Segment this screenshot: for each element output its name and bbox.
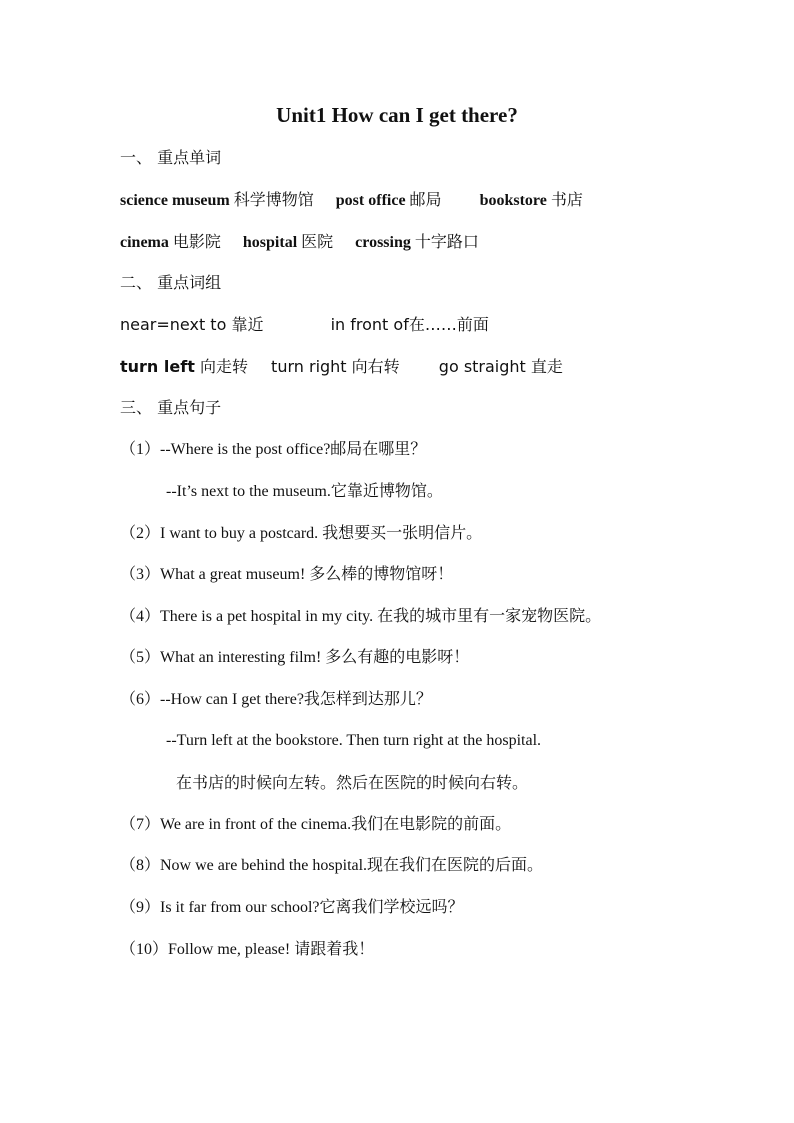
phrase-en: turn right	[271, 357, 347, 376]
sentence-line: （9）Is it far from our school?它离我们学校远吗？	[120, 899, 464, 916]
phrase-en: turn left	[120, 357, 195, 376]
sentence-line: （7）We are in front of the cinema.我们在电影院的前面。	[120, 816, 512, 833]
vocab-en: post office	[335, 192, 406, 209]
section-heading-sentences: 三、 重点句子	[120, 398, 222, 417]
phrase-en: in front of	[330, 315, 409, 334]
vocab-cn: 电影院	[172, 232, 221, 251]
section-heading-words: 一、 重点单词	[120, 148, 222, 167]
vocab-row-1	[120, 188, 583, 213]
vocab-cn: 医院	[301, 232, 334, 251]
vocab-en: hospital	[242, 234, 298, 251]
vocab-cn: 邮局	[409, 190, 442, 209]
vocab-cn: 科学博物馆	[233, 190, 314, 209]
page-title: Unit1 How can I get there?	[276, 103, 518, 127]
section-heading-phrases: 二、 重点词组	[120, 273, 222, 292]
phrase-cn: 向走转	[199, 357, 248, 376]
vocab-en: crossing	[355, 234, 411, 251]
sentence-line: （6）--How can I get there?我怎样到达那儿？	[120, 691, 432, 708]
phrase-en: go straight	[438, 357, 526, 376]
sentence-line: （1）--Where is the post office?邮局在哪里？	[120, 441, 427, 458]
vocab-en: science museum	[120, 192, 230, 209]
vocab-cn: 十字路口	[414, 232, 479, 251]
sentence-line: 在书店的时候向左转。然后在医院的时候向右转。	[176, 773, 529, 792]
phrase-cn: 向右转	[351, 357, 400, 376]
sentence-line: --Turn left at the bookstore. Then turn right at the hospital.	[166, 732, 542, 749]
vocab-row-2	[120, 230, 479, 255]
phrase-row-1	[120, 313, 489, 337]
vocab-en: cinema	[120, 234, 169, 251]
sentence-line: （8）Now we are behind the hospital.现在我们在医院的后面。	[120, 857, 544, 874]
sentence-line: （4）There is a pet hospital in my city. 在我的城市里有一家宠物医院。	[120, 608, 602, 625]
vocab-en: bookstore	[479, 192, 547, 209]
sentence-line: （10）Follow me, please! 请跟着我！	[120, 941, 375, 958]
phrase-cn: 靠近	[231, 315, 264, 334]
phrase-en: near=next to	[120, 315, 227, 334]
sentence-line: --It’s next to the museum.它靠近博物馆。	[166, 483, 443, 500]
sentence-line: （3）What a great museum! 多么棒的博物馆呀！	[120, 566, 454, 583]
phrase-cn: 在……前面	[408, 315, 489, 334]
vocab-cn: 书店	[550, 190, 583, 209]
phrase-row-2	[120, 355, 563, 379]
sentence-line: （2）I want to buy a postcard. 我想要买一张明信片。	[120, 525, 483, 542]
sentence-line: （5）What an interesting film! 多么有趣的电影呀！	[120, 649, 470, 666]
phrase-cn: 直走	[530, 357, 563, 376]
